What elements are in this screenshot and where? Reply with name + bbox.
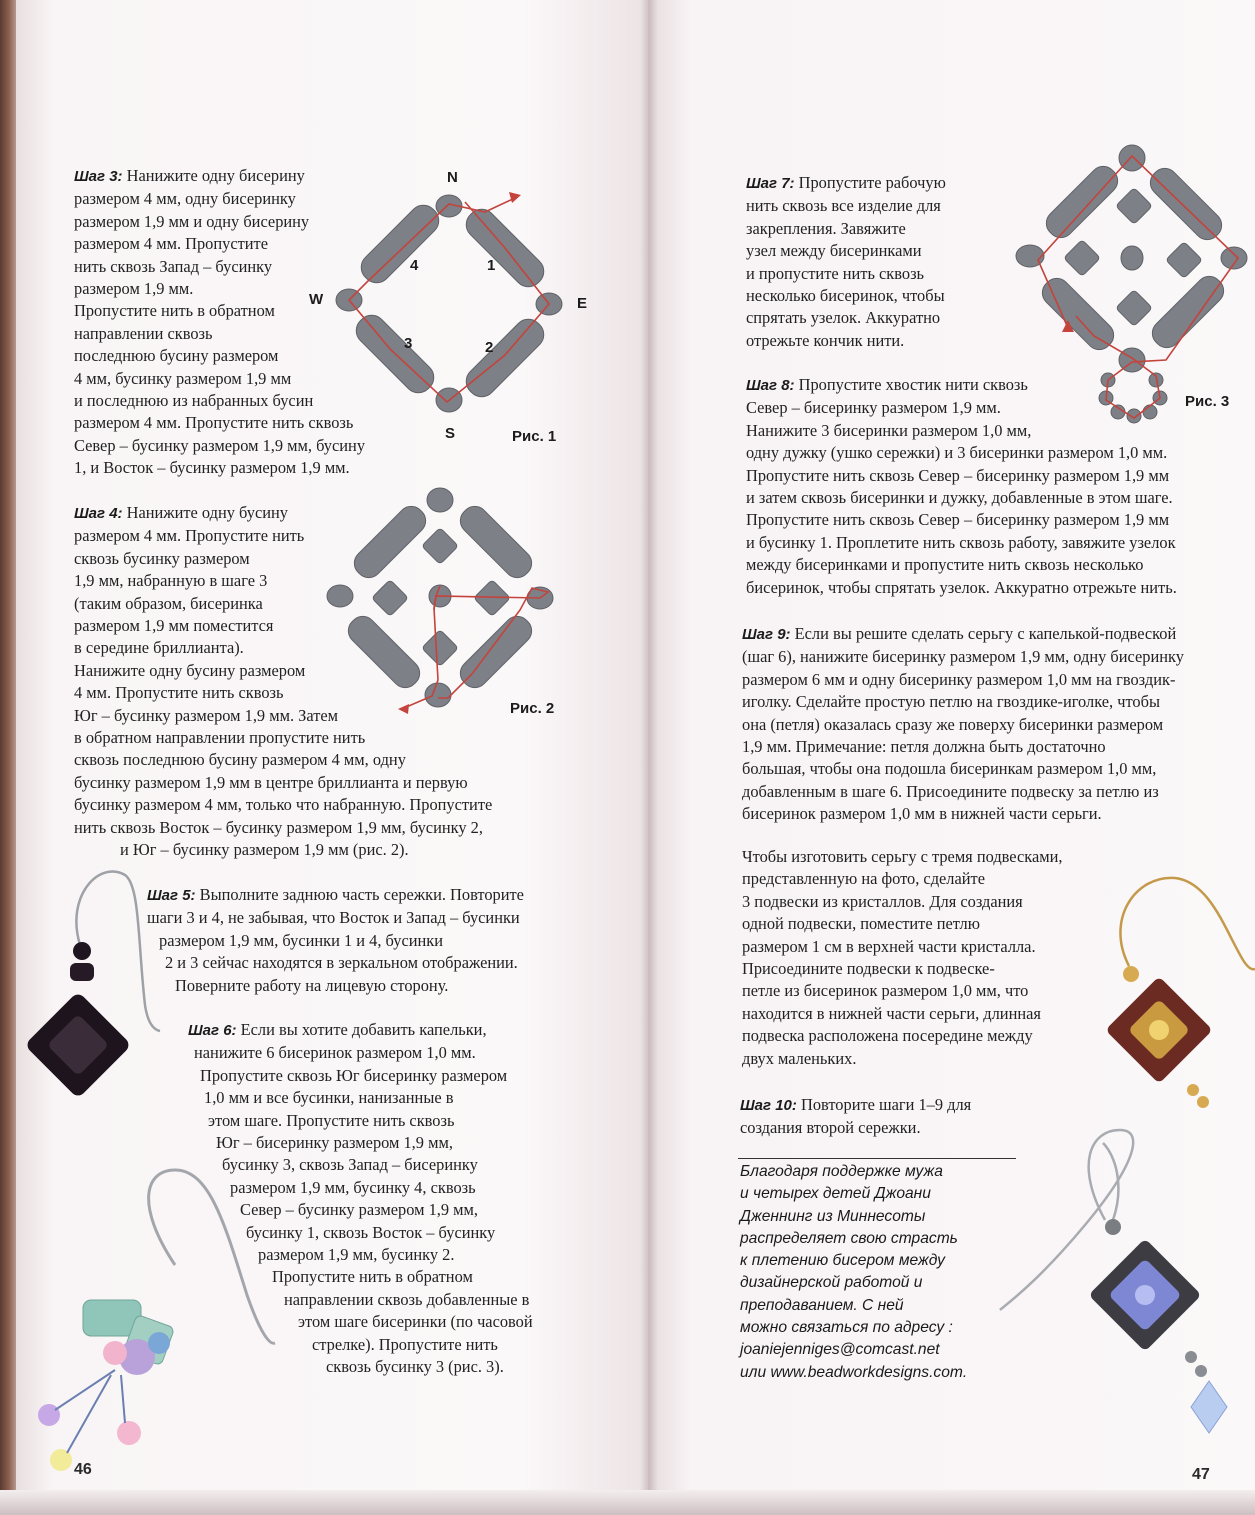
text-line: Благодаря поддержке мужа bbox=[740, 1163, 943, 1180]
text-line: размером 4 мм. Пропустите нить сквозь bbox=[74, 413, 354, 433]
text-line: 1, и Восток – бусинку размером 1,9 мм. bbox=[74, 458, 350, 478]
crystal-bead bbox=[422, 528, 459, 565]
text-line: Если вы хотите добавить капельки, bbox=[236, 1020, 487, 1039]
step9-label: Шаг 9: bbox=[742, 626, 791, 643]
text-line: Север – бисеринку размером 1,9 мм. bbox=[746, 398, 1001, 418]
crystal-bead bbox=[1116, 188, 1153, 225]
page-gutter bbox=[640, 0, 658, 1515]
text-line: размером 1,9 мм и одну бисерину bbox=[74, 211, 310, 231]
text-line: нить сквозь Восток – бусинку размером 1,9 мм, бусинку 2, bbox=[74, 817, 483, 837]
text-line: Север – бусинку размером 1,9 мм, bbox=[240, 1200, 478, 1220]
text-line: Нанижите одну бисерину bbox=[122, 166, 305, 185]
step7-text bbox=[746, 172, 946, 352]
text-line: Если вы решите сделать серьгу с капелькой-подвеской bbox=[790, 624, 1177, 643]
top-bead bbox=[73, 942, 91, 960]
text-line: в обратном направлении пропустите нить bbox=[74, 728, 366, 748]
text-line: размером 1,9 мм, бусинку 4, сквозь bbox=[230, 1177, 476, 1197]
text-line: размером 4 мм, одну бисеринку bbox=[74, 189, 296, 209]
text-line: этом шаге бисеринки (по часовой bbox=[298, 1312, 533, 1332]
outer-bead bbox=[455, 611, 537, 693]
text-line: между бисеринками и пропустите нить сквозь несколько bbox=[746, 555, 1144, 575]
bead-east bbox=[1221, 247, 1247, 269]
outer-bead bbox=[349, 501, 431, 583]
figure-2-diagram bbox=[320, 480, 570, 720]
ear-wire bbox=[149, 1170, 275, 1343]
text-line: 1,0 мм и все бусинки, нанизанные в bbox=[204, 1088, 454, 1108]
outer-bead bbox=[343, 611, 425, 693]
text-line: 1,9 мм. Примечание: петля должна быть достаточно bbox=[742, 737, 1106, 757]
author-website: или www.beadworkdesigns.com. bbox=[740, 1363, 968, 1381]
text-line: размером 1,9 мм, бусинки 1 и 4, бусинки bbox=[159, 930, 444, 950]
seed-bead bbox=[1185, 1351, 1197, 1363]
outer-bead bbox=[455, 501, 537, 583]
text-line: можно связаться по адресу : bbox=[740, 1319, 953, 1337]
text-line: бисеринок размером 1,0 мм в нижней части серьги. bbox=[742, 804, 1102, 824]
text-line: размером 1,9 мм поместится bbox=[74, 616, 274, 636]
text-line: размером 1,9 мм, бусинку 2. bbox=[258, 1245, 455, 1265]
text-line: этом шаге. Пропустите нить сквозь bbox=[208, 1110, 455, 1130]
text-line: 2 и 3 сейчас находятся в зеркальном отображении. bbox=[165, 953, 518, 973]
crystal-bead bbox=[1166, 242, 1203, 279]
crystal-bead bbox=[1116, 290, 1153, 327]
text-line: размером 1 см в верхней части кристалла. bbox=[742, 936, 1036, 956]
text-line: Пропустите нить сквозь Север – бисеринку размером 1,9 мм bbox=[746, 465, 1170, 485]
text-line: 1,9 мм, набранную в шаге 3 bbox=[74, 571, 268, 591]
compass-east: E bbox=[577, 295, 588, 312]
compass-north: N bbox=[447, 169, 458, 186]
crystal-drop bbox=[117, 1421, 141, 1445]
author-email: joaniejenniges@comcast.net bbox=[740, 1341, 940, 1359]
thread-arrow bbox=[509, 192, 521, 203]
crystal-bead bbox=[103, 1341, 127, 1365]
top-bead bbox=[1105, 1219, 1121, 1235]
text-line: и Юг – бусинку размером 1,9 мм (рис. 2). bbox=[120, 840, 409, 860]
text-line: Чтобы изготовить серьгу с тремя подвесками, bbox=[742, 847, 1063, 866]
text-line: Выполните заднюю часть сережки. Повторите bbox=[195, 885, 524, 904]
gold-earring-photo bbox=[1095, 870, 1255, 1130]
text-line: добавленным в шаге 6. Присоедините подвеску за петлю из bbox=[742, 781, 1159, 801]
text-line: подвеска расположена посередине между bbox=[742, 1026, 1033, 1046]
text-line: она (петля) оказалась сразу же поверху бисеринки размером bbox=[742, 714, 1164, 734]
center-bead bbox=[1121, 246, 1143, 270]
text-line: одну дужку (ушко сережки) и 3 бисеринки размером 1,0 мм. bbox=[746, 443, 1168, 463]
step3-label: Шаг 3: bbox=[74, 168, 123, 185]
figure-3-label: Рис. 3 bbox=[1185, 393, 1230, 410]
page-number-right: 47 bbox=[1192, 1466, 1210, 1483]
text-line: последнюю бусину размером bbox=[74, 346, 279, 366]
step6-label: Шаг 6: bbox=[188, 1022, 237, 1039]
text-line: размером 4 мм. Пропустите bbox=[74, 234, 268, 254]
page-number-left: 46 bbox=[74, 1461, 92, 1478]
text-line: 4 мм, бусинку размером 1,9 мм bbox=[74, 368, 292, 388]
text-line: бусинку размером 4 мм, только что набранную. Пропустите bbox=[74, 795, 493, 815]
text-line: и последнюю из набранных бусин bbox=[74, 391, 314, 411]
step8-label: Шаг 8: bbox=[746, 377, 795, 394]
text-line: Присоедините подвески к подвеске- bbox=[742, 959, 995, 979]
text-line: к плетению бисером между bbox=[740, 1252, 945, 1270]
text-line: размером 4 мм. Пропустите нить bbox=[74, 526, 305, 546]
text-line: создания второй сережки. bbox=[740, 1118, 921, 1138]
text-line: стрелке). Пропустите нить bbox=[312, 1334, 498, 1354]
text-line: и пропустите нить сквозь bbox=[746, 263, 925, 283]
crystal-bead bbox=[148, 1332, 170, 1354]
text-line: нить сквозь Запад – бусинку bbox=[74, 256, 273, 276]
text-line: бусинку 3, сквозь Запад – бисеринку bbox=[222, 1155, 478, 1175]
text-line: шаги 3 и 4, не забывая, что Восток и Запад – бусинки bbox=[147, 908, 520, 928]
text-line: размером 1,9 мм. bbox=[74, 279, 194, 299]
thread-path bbox=[349, 198, 549, 402]
bead-number-3: 3 bbox=[404, 335, 413, 352]
text-line: сквозь бусинку 3 (рис. 3). bbox=[326, 1357, 504, 1377]
credit-divider bbox=[738, 1158, 1016, 1159]
compass-south: S bbox=[445, 425, 456, 442]
figure-1-diagram bbox=[305, 160, 595, 450]
text-line: нить сквозь все изделие для bbox=[746, 196, 941, 216]
text-line: Нанижите одну бусину размером bbox=[74, 660, 306, 680]
text-line: (шаг 6), нанижите бисеринку размером 1,9 мм, одну бисеринку bbox=[742, 647, 1184, 667]
text-line: закрепления. Завяжите bbox=[746, 218, 906, 238]
text-line: Пропустите нить в обратном bbox=[272, 1267, 473, 1287]
pastel-earring-photo bbox=[25, 1165, 285, 1495]
compass-west: W bbox=[309, 291, 324, 308]
text-line: Пропустите нить сквозь Север – бисеринку размером 1,9 мм bbox=[746, 510, 1170, 530]
drop-wires bbox=[55, 1370, 125, 1453]
author-credit bbox=[740, 1161, 967, 1384]
text-line: Дженнинг из Миннесоты bbox=[740, 1207, 926, 1225]
outer-bead bbox=[1147, 271, 1229, 353]
outer-bead bbox=[1145, 163, 1227, 245]
outer-bead bbox=[1041, 161, 1123, 243]
text-line: Пропустите рабочую bbox=[794, 173, 946, 192]
step4-label: Шаг 4: bbox=[74, 505, 123, 522]
text-line: направлении сквозь bbox=[74, 323, 213, 343]
text-line: Пропустите нить в обратном bbox=[74, 301, 275, 321]
text-line: 4 мм. Пропустите нить сквозь bbox=[74, 683, 284, 703]
text-line: дизайнерской работой и bbox=[740, 1274, 923, 1292]
text-line: сквозь последнюю бусину размером 4 мм, одну bbox=[74, 750, 406, 770]
text-line: нанижите 6 бисеринок размером 1,0 мм. bbox=[194, 1043, 476, 1063]
text-line: 3 подвески из кристаллов. Для создания bbox=[742, 891, 1023, 911]
crystal-bead bbox=[1064, 240, 1101, 277]
three-pendant-paragraph bbox=[742, 846, 1063, 1070]
gold-bead bbox=[1123, 966, 1139, 982]
step5-label: Шаг 5: bbox=[147, 887, 196, 904]
step10-text bbox=[740, 1094, 971, 1140]
crystal-drop bbox=[50, 1449, 72, 1471]
text-line: бисеринок, чтобы спрятать узелок. Аккуратно отрежьте нить. bbox=[746, 577, 1177, 597]
text-line: одной подвески, поместите петлю bbox=[742, 914, 980, 934]
bead-number-4: 4 bbox=[410, 257, 419, 274]
text-line: и четырех детей Джоани bbox=[740, 1185, 931, 1203]
text-line: двух маленьких. bbox=[742, 1048, 857, 1068]
bead-west bbox=[327, 585, 353, 607]
crystal-bead bbox=[372, 580, 409, 617]
text-line: Нанижите одну бусину bbox=[122, 503, 288, 522]
text-line: в середине бриллианта). bbox=[74, 638, 244, 658]
text-line: Нанижите 3 бисеринки размером 1,0 мм, bbox=[746, 420, 1032, 440]
text-line: представленную на фото, сделайте bbox=[742, 869, 985, 889]
text-line: распределяет свою страсть bbox=[740, 1229, 958, 1247]
text-line: (таким образом, бисеринка bbox=[74, 593, 263, 613]
figure-2-label: Рис. 2 bbox=[510, 700, 555, 717]
text-line: большая, чтобы она подошла бисеринкам размером 1,0 мм, bbox=[742, 759, 1157, 779]
gold-seed bbox=[1187, 1084, 1199, 1096]
text-line: бусинку размером 1,9 мм в центре бриллианта и первую bbox=[74, 772, 468, 792]
step9-text bbox=[742, 623, 1184, 826]
text-line: отрежьте кончик нити. bbox=[746, 330, 905, 350]
step10-label: Шаг 10: bbox=[740, 1097, 797, 1114]
bead-number-2: 2 bbox=[485, 339, 494, 356]
center-crystal bbox=[1135, 1285, 1155, 1305]
page-bottom-edge bbox=[0, 1490, 1255, 1515]
text-line: Пропустите сквозь Юг бисеринку размером bbox=[200, 1065, 508, 1085]
text-line: и затем сквозь бисеринки и дужку, добавленные в этом шаге. bbox=[746, 488, 1173, 508]
bead-2 bbox=[460, 313, 549, 402]
text-line: находится в нижней части серьги, длинная bbox=[742, 1003, 1041, 1023]
text-line: Повторите шаги 1–9 для bbox=[796, 1095, 972, 1114]
seed-bead bbox=[1195, 1365, 1207, 1377]
text-line: размером 6 мм и одну бисеринку размером 1,0 мм на гвоздик- bbox=[742, 669, 1176, 689]
crystal-bead bbox=[422, 630, 459, 667]
figure-1-label: Рис. 1 bbox=[512, 428, 557, 445]
text-line: Север – бусинку размером 1,9 мм, бусину bbox=[74, 435, 366, 455]
blue-drop bbox=[1191, 1381, 1227, 1433]
step8-text bbox=[746, 374, 1177, 599]
step5-text bbox=[147, 884, 524, 997]
step7-label: Шаг 7: bbox=[746, 175, 795, 192]
ear-wire bbox=[1120, 878, 1255, 969]
bead-number-1: 1 bbox=[487, 257, 496, 274]
text-line: Пропустите хвостик нити сквозь bbox=[794, 375, 1028, 394]
text-line: преподаванием. С ней bbox=[740, 1296, 904, 1314]
center-crystal bbox=[1149, 1020, 1169, 1040]
text-line: Юг – бисеринку размером 1,9 мм, bbox=[216, 1133, 453, 1153]
gold-seed bbox=[1197, 1096, 1209, 1108]
text-line: иголку. Сделайте простую петлю на гвоздике-иголке, чтобы bbox=[742, 692, 1160, 712]
blue-earring-photo bbox=[995, 1125, 1255, 1455]
text-line: спрятать узелок. Аккуратно bbox=[746, 308, 941, 328]
text-line: петле из бисеринок размером 1,0 мм, что bbox=[742, 981, 1029, 1001]
text-line: направлении сквозь добавленные в bbox=[284, 1289, 530, 1309]
text-line: сквозь бусинку размером bbox=[74, 548, 250, 568]
text-line: Поверните работу на лицевую сторону. bbox=[175, 975, 449, 995]
crystal-drop bbox=[38, 1404, 60, 1426]
text-line: узел между бисеринками bbox=[746, 241, 922, 261]
text-line: Юг – бусинку размером 1,9 мм. Затем bbox=[74, 705, 339, 725]
thread-arrow bbox=[398, 704, 409, 714]
bead-4 bbox=[355, 199, 444, 288]
text-line: бусинку 1, сквозь Восток – бусинку bbox=[246, 1222, 496, 1242]
bead-south bbox=[425, 683, 451, 707]
text-line: несколько бисеринок, чтобы bbox=[746, 286, 945, 306]
bead-north bbox=[427, 488, 453, 512]
text-line: и бусинку 1. Проплетите нить сквозь работу, завяжите узелок bbox=[746, 532, 1176, 552]
top-bead bbox=[70, 963, 94, 981]
